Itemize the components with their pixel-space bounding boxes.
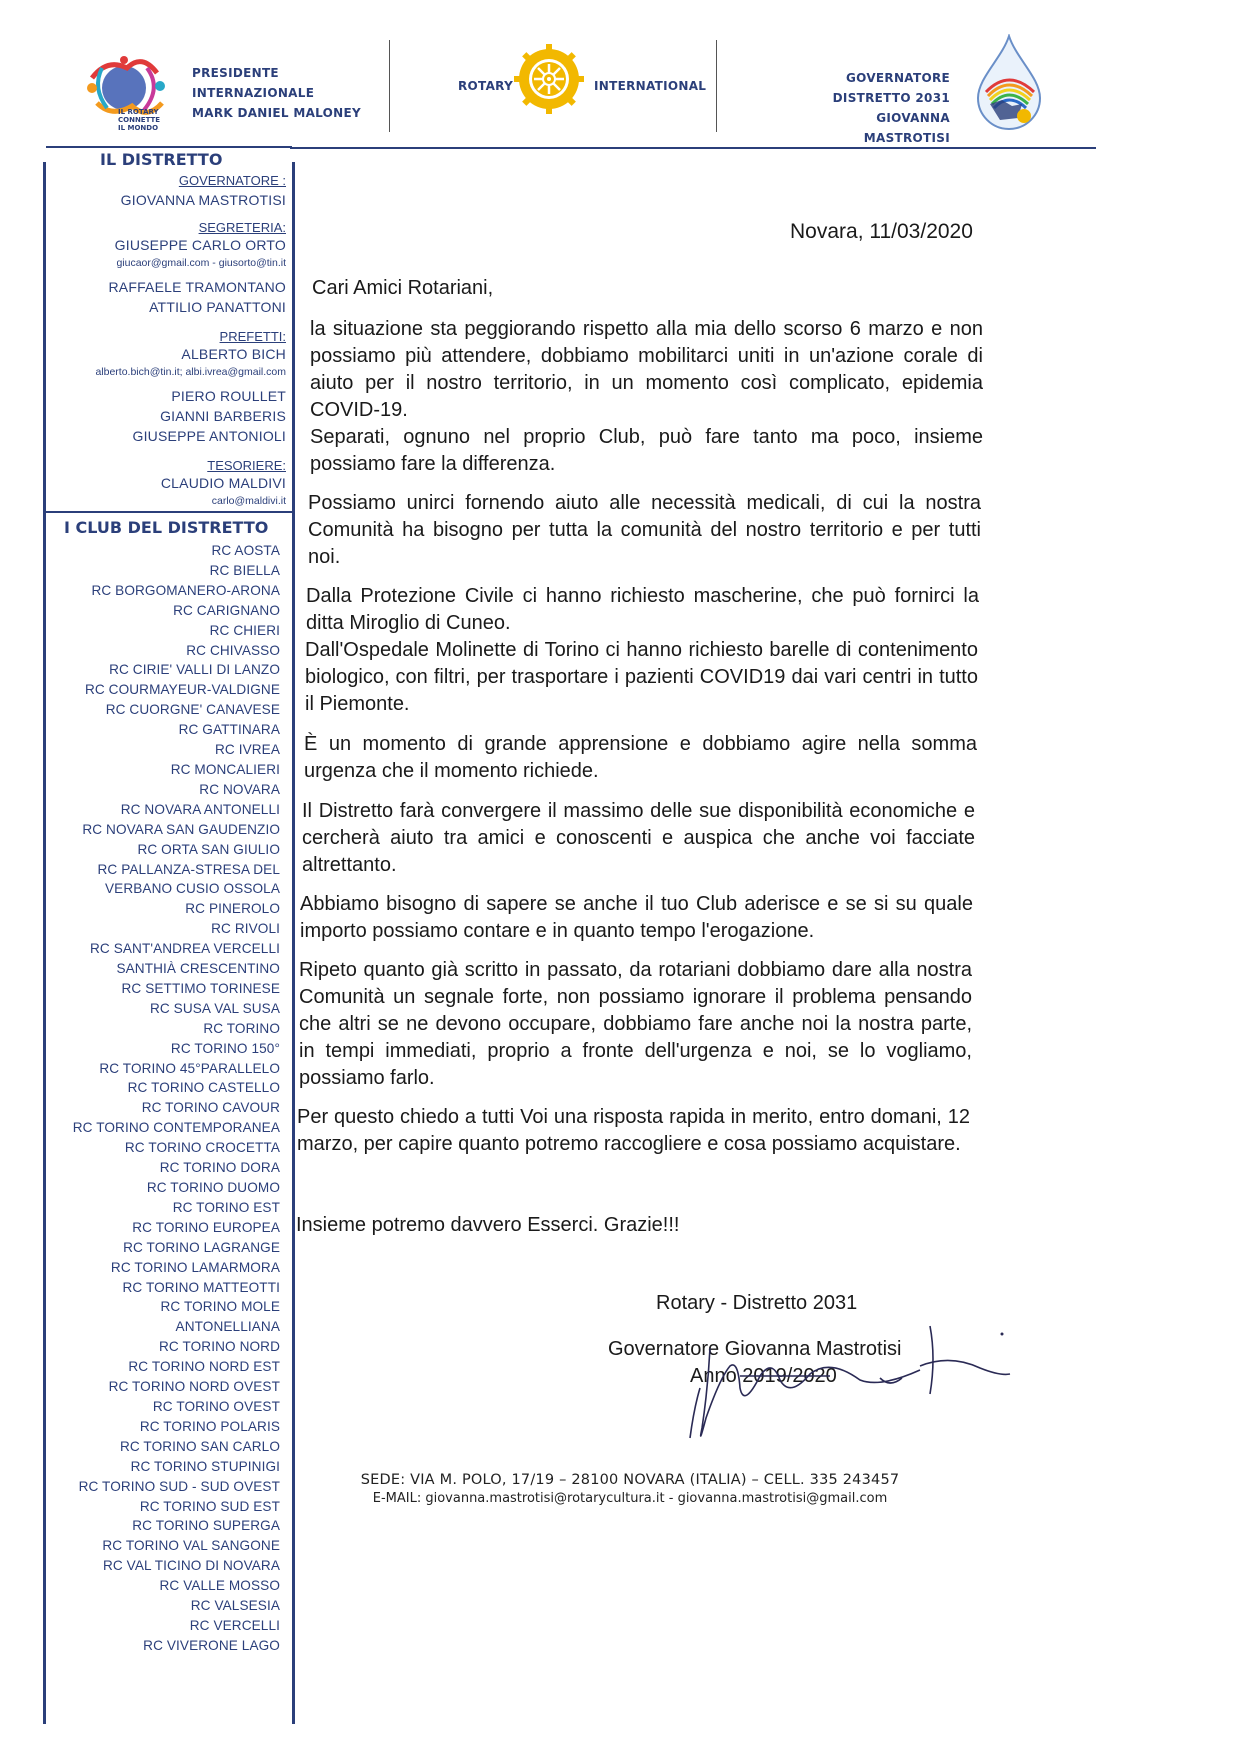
signature-year: Anno 2019/2020: [690, 1365, 837, 1387]
district-drop-logo: [972, 34, 1046, 132]
club-item: RC IVREA: [214, 742, 280, 758]
club-item: RC NOVARA ANTONELLI: [120, 801, 280, 817]
district-number: DISTRETTO 2031: [832, 91, 950, 105]
club-item: RC SETTIMO TORINESE: [121, 980, 280, 996]
governor-title: GOVERNATORE: [846, 71, 950, 85]
club-item: RC TORINO POLARIS: [139, 1418, 280, 1434]
club-item: RC VERCELLI: [189, 1617, 280, 1633]
club-item: RC TORINO CAVOUR: [141, 1100, 280, 1116]
district-title: IL DISTRETTO: [100, 150, 223, 169]
club-item: RC CARIGNANO: [173, 602, 280, 618]
clubs-list: [46, 541, 292, 1656]
clubs-section-title-wrap: [46, 518, 292, 537]
club-item: RC SANT'ANDREA VERCELLI: [90, 941, 280, 957]
club-item: RC AOSTA: [211, 543, 280, 558]
club-item: RC TORINO NORD OVEST: [108, 1379, 280, 1395]
club-item: RC MONCALIERI: [170, 761, 280, 777]
club-item: RC VALSESIA: [190, 1598, 280, 1614]
paragraph-4: Dalla Protezione Civile ci hanno richiesto mascherine, che può fornirci la ditta Miroglio di Cuneo.: [306, 585, 979, 634]
secretariat-member-2: ATTILIO PANATTONI: [149, 299, 286, 315]
paragraph-10: Per questo chiedo a tutti Voi una risposta rapida in merito, entro domani, 12 marzo, per capire quanto potremo raccogliere e cosa possiamo acquistare.: [297, 1106, 970, 1155]
club-item: RC BORGOMANERO-ARONA: [91, 582, 280, 598]
club-item: RC TORINO DUOMO: [146, 1180, 280, 1195]
footer-address: SEDE: VIA M. POLO, 17/19 – 28100 NOVARA (ITALIA) – CELL. 335 243457: [360, 1472, 900, 1488]
paragraph-8: Abbiamo bisogno di sapere se anche il tuo Club aderisce e se si su quale importo possiamo contare e in quanto tempo l'erogazione.: [300, 893, 973, 942]
club-item: ANTONELLIANA: [175, 1319, 280, 1335]
club-item: RC CUORGNE' CANAVESE: [105, 702, 280, 718]
club-item: VERBANO CUSIO OSSOLA: [105, 881, 280, 897]
club-item: RC GATTINARA: [178, 722, 280, 738]
footer-email: E-MAIL: giovanna.mastrotisi@rotarycultura.it - giovanna.mastrotisi@gmail.com: [372, 1491, 888, 1506]
club-item: RC PALLANZA-STRESA DEL: [97, 861, 280, 877]
paragraph-1: la situazione sta peggiorando rispetto alla mia dello scorso 6 marzo e non possiamo più attendere, dobbiamo mobilitarci uniti in un'azione corale di aiuto per il nostro territorio, in un momento così complicato, epidemia COVID-19.: [310, 318, 983, 421]
club-item: RC TORINO LAMARMORA: [110, 1259, 280, 1275]
header-divider-left: [389, 40, 390, 132]
club-item: RC CHIERI: [209, 622, 280, 638]
club-item: RC PINEROLO: [185, 901, 280, 917]
president-subtitle: INTERNAZIONALE: [192, 86, 315, 100]
secretariat-email: giucaor@gmail.com - giusorto@tin.it: [116, 257, 286, 269]
club-item: RC NOVARA SAN GAUDENZIO: [82, 821, 280, 837]
logo-text-3: IL MONDO: [118, 124, 159, 132]
clubs-title: I CLUB DEL DISTRETTO: [64, 518, 269, 537]
club-item: RC TORINO VAL SANGONE: [102, 1538, 280, 1554]
rotary-label: ROTARY: [458, 79, 514, 93]
treasurer-name: CLAUDIO MALDIVI: [160, 475, 286, 491]
club-item: RC TORINO SUD EST: [139, 1498, 280, 1514]
club-item: RC TORINO CONTEMPORANEA: [72, 1120, 280, 1136]
header-divider-right: [716, 40, 717, 132]
paragraph-7: Il Distretto farà convergere il massimo delle sue disponibilità economiche e cercherà aiuto tra amici e conoscenti e auspica che anche voi facciate altrettanto.: [302, 800, 975, 876]
club-item: RC NOVARA: [199, 781, 280, 797]
president-title: PRESIDENTE: [192, 66, 279, 80]
club-item: RC TORINO DORA: [159, 1160, 280, 1176]
prefect-member-1: PIERO ROULLET: [171, 388, 286, 404]
club-item: RC SUSA VAL SUSA: [149, 1000, 280, 1016]
club-item: RC TORINO CROCETTA: [124, 1140, 280, 1156]
club-item: RC VALLE MOSSO: [159, 1578, 280, 1594]
governor-name-sidebar: GIOVANNA MASTROTISI: [120, 192, 286, 208]
paragraph-5: Dall'Ospedale Molinette di Torino ci hanno richiesto barelle di contenimento biologico, con filtri, per trasportare i pazienti COVID19 dai vari centri in tutto il Piemonte.: [305, 639, 978, 715]
club-item: RC BIELLA: [209, 562, 280, 578]
club-item: RC TORINO NORD: [159, 1339, 280, 1355]
international-label: INTERNATIONAL: [594, 79, 707, 93]
club-item: RC TORINO SUPERGA: [132, 1518, 280, 1534]
club-item: RC VAL TICINO DI NOVARA: [102, 1558, 280, 1574]
prefects-label: PREFETTI:: [219, 329, 286, 344]
club-item: RC TORINO CASTELLO: [127, 1080, 280, 1096]
letter-closing: Insieme potremo davvero Esserci. Grazie!!!: [296, 1214, 680, 1236]
club-item: RC TORINO MATTEOTTI: [122, 1279, 280, 1295]
club-item: RC TORINO OVEST: [152, 1398, 280, 1414]
district-section: [46, 150, 292, 509]
header-rule: [290, 147, 1096, 149]
paragraph-2: Separati, ognuno nel proprio Club, può fare tanto ma poco, insieme possiamo fare la differenza.: [310, 426, 983, 475]
secretariat-member-1: RAFFAELE TRAMONTANO: [108, 279, 286, 295]
governor-label: GOVERNATORE :: [178, 173, 286, 188]
rotary-connects-world-logo: [72, 48, 192, 136]
paragraph-3: Possiamo unirci fornendo aiuto alle necessità medicali, di cui la nostra Comunità ha bisogno per tutta la comunità del nostro territorio e per tutti noi.: [308, 492, 981, 568]
club-item: RC VIVERONE LAGO: [143, 1637, 280, 1653]
signature-org: Rotary - Distretto 2031: [656, 1292, 858, 1314]
prefect-name: ALBERTO BICH: [181, 346, 286, 362]
club-item: RC COURMAYEUR-VALDIGNE: [84, 682, 280, 698]
club-item: RC TORINO EST: [172, 1199, 280, 1215]
logo-text-2: CONNETTE: [118, 116, 161, 124]
letter-salutation: Cari Amici Rotariani,: [312, 277, 494, 299]
club-item: RC TORINO 45°PARALLELO: [99, 1060, 280, 1076]
club-item: SANTHIÀ CRESCENTINO: [116, 961, 280, 977]
prefect-member-2: GIANNI BARBERIS: [160, 408, 286, 424]
sidebar-mid-rule: [46, 511, 292, 513]
club-item: RC TORINO: [203, 1020, 280, 1036]
governor-block: [800, 68, 950, 148]
governor-name: GIOVANNA MASTROTISI: [863, 111, 950, 145]
president-name: MARK DANIEL MALONEY: [192, 106, 362, 120]
club-item: RC TORINO SAN CARLO: [119, 1438, 280, 1454]
secretariat-name: GIUSEPPE CARLO ORTO: [114, 237, 286, 253]
club-item: RC TORINO EUROPEA: [132, 1219, 280, 1235]
handwritten-signature: [680, 1318, 1020, 1458]
secretariat-label: SEGRETERIA:: [198, 220, 286, 235]
paragraph-6: È un momento di grande apprensione e dobbiamo agire nella somma urgenza che il momento richiede.: [304, 733, 977, 782]
president-block: [192, 63, 361, 123]
rotary-wheel-icon: [512, 42, 586, 116]
treasurer-email: carlo@maldivi.it: [211, 495, 286, 507]
club-item: RC CHIVASSO: [186, 642, 280, 658]
club-item: RC TORINO LAGRANGE: [123, 1239, 280, 1255]
club-item: RC TORINO SUD - SUD OVEST: [78, 1478, 280, 1494]
sidebar: [43, 150, 295, 1724]
prefect-email: alberto.bich@tin.it; albi.ivrea@gmail.com: [95, 366, 286, 378]
treasurer-label: TESORIERE:: [207, 458, 286, 473]
club-item: RC TORINO 150°: [170, 1040, 280, 1056]
club-item: RC ORTA SAN GIULIO: [137, 841, 280, 857]
signature-governor: Governatore Giovanna Mastrotisi: [608, 1338, 902, 1360]
club-item: RC TORINO MOLE: [160, 1299, 280, 1315]
club-item: RC CIRIE' VALLI DI LANZO: [109, 662, 280, 678]
club-item: RC RIVOLI: [211, 921, 280, 937]
club-item: RC TORINO NORD EST: [128, 1359, 280, 1375]
letter-date: Novara, 11/03/2020: [790, 220, 973, 243]
club-item: RC TORINO STUPINIGI: [130, 1458, 280, 1474]
paragraph-9: Ripeto quanto già scritto in passato, da rotariani dobbiamo dare alla nostra Comunità un segnale forte, non possiamo ignorare il problema pensando che altri se ne devono occupare, dobbiamo fare anche noi la nostra parte, in tempi immediati, proprio a fronte dell'urgenza e noi, se lo vogliamo, possiamo farlo.: [299, 959, 972, 1089]
logo-text-1: IL ROTARY: [118, 108, 159, 116]
prefect-member-3: GIUSEPPE ANTONIOLI: [132, 428, 286, 444]
sidebar-top-rule: [46, 146, 292, 148]
